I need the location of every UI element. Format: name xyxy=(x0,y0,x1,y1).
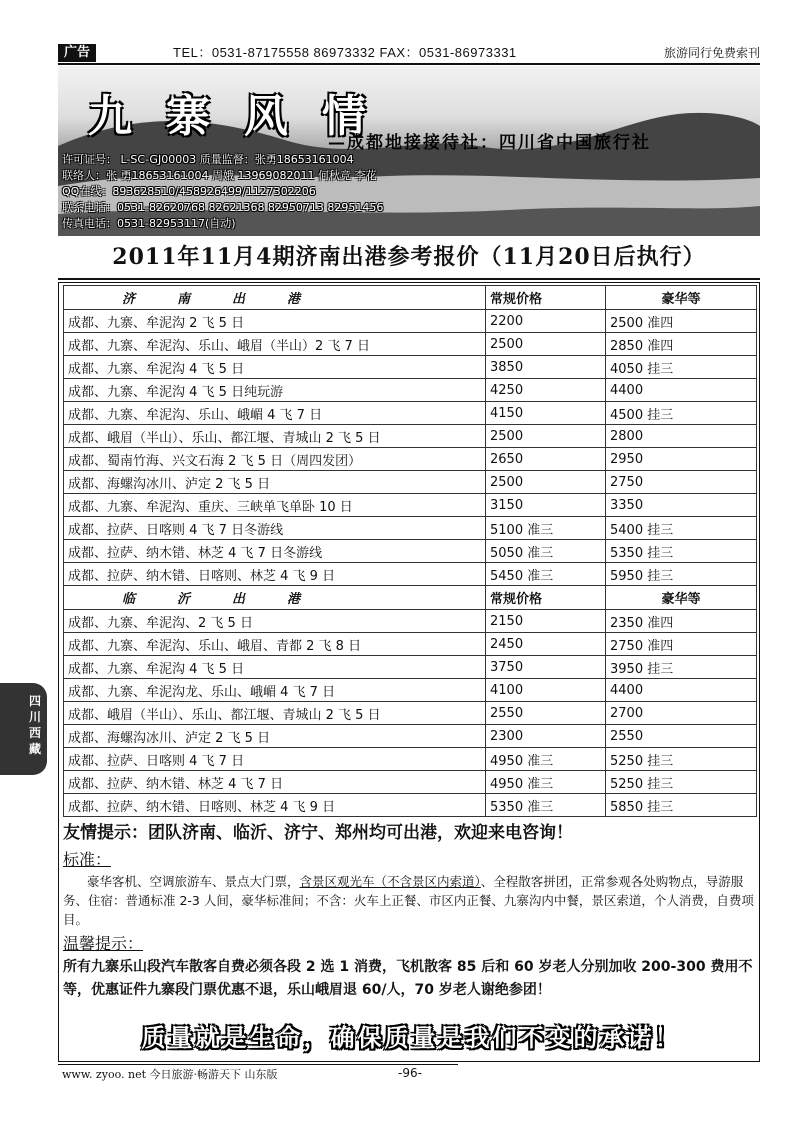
luxury-price-cell: 2850 准四 xyxy=(606,333,757,356)
page-header xyxy=(58,44,760,62)
page-title: 2011年11月4期济南出港参考报价（11月20日后执行） xyxy=(112,244,706,270)
table-header-row xyxy=(64,586,757,610)
header-rule xyxy=(58,63,760,65)
luxury-price-cell: 3350 xyxy=(606,494,757,517)
section-heading-jinan: 济南出港 xyxy=(64,286,486,310)
contact-persons-line: 联络人：张 勇18653161004 周娥 13969082011 何秋竞 李花 xyxy=(62,169,377,182)
col-luxury-price: 豪华等 xyxy=(606,286,757,310)
regular-price-cell: 2500 xyxy=(486,425,606,448)
price-row xyxy=(64,379,757,402)
col-luxury-price: 豪华等 xyxy=(606,586,757,610)
price-row xyxy=(64,517,757,540)
banner-title: 九寨风情 xyxy=(88,91,400,142)
route-cell: 成都、拉萨、纳木错、日喀则、林芝 4 飞 9 日 xyxy=(64,794,486,817)
qq-line: QQ在线：893628510/458926499/1127302206 xyxy=(62,185,316,198)
luxury-price-cell: 5250 挂三 xyxy=(606,748,757,771)
regular-price-cell: 4250 xyxy=(486,379,606,402)
standard-text-c: 、全程散客拼团，正常参观各处购物点，导游服务、住宿：普通标准 2-3 人间，豪华标准间；不含：火车上正餐、市区内正餐、九寨沟内中餐，景区索道，个人消费，自费项目。 xyxy=(63,874,754,927)
route-cell: 成都、峨眉（半山）、乐山、都江堰、青城山 2 飞 5 日 xyxy=(64,702,486,725)
luxury-price-cell: 4050 挂三 xyxy=(606,356,757,379)
friendly-reminder: 友情提示：团队济南、临沂、济宁、郑州均可出港，欢迎来电咨询！ xyxy=(63,823,573,843)
luxury-price-cell: 3950 挂三 xyxy=(606,656,757,679)
region-side-tab-label: 四川西藏 xyxy=(28,694,41,756)
price-row xyxy=(64,471,757,494)
luxury-price-cell: 2700 xyxy=(606,702,757,725)
regular-price-cell: 2500 xyxy=(486,333,606,356)
col-regular-price: 常规价格 xyxy=(486,586,606,610)
luxury-price-cell: 2950 xyxy=(606,448,757,471)
price-row xyxy=(64,402,757,425)
banner-subtitle: —成都地接接待社：四川省中国旅行社 xyxy=(328,133,651,153)
regular-price-cell: 2200 xyxy=(486,310,606,333)
footer-site: www. zyoo. net 今日旅游·畅游天下 山东版 xyxy=(62,1068,278,1081)
route-cell: 成都、九寨、牟泥沟 4 飞 5 日 xyxy=(64,656,486,679)
regular-price-cell: 5100 准三 xyxy=(486,517,606,540)
license-line: 许可证号： L-SC-GJ00003 质量监督：张勇18653161004 xyxy=(62,153,354,166)
ad-tag: 广告 xyxy=(58,44,96,62)
luxury-price-cell: 2750 准四 xyxy=(606,633,757,656)
price-row xyxy=(64,610,757,633)
route-cell: 成都、蜀南竹海、兴文石海 2 飞 5 日（周四发团） xyxy=(64,448,486,471)
luxury-price-cell: 4400 xyxy=(606,379,757,402)
luxury-price-cell: 5250 挂三 xyxy=(606,771,757,794)
regular-price-cell: 4950 准三 xyxy=(486,771,606,794)
luxury-price-cell: 5400 挂三 xyxy=(606,517,757,540)
luxury-price-cell: 4400 xyxy=(606,679,757,702)
luxury-price-cell: 2750 xyxy=(606,471,757,494)
price-row xyxy=(64,494,757,517)
regular-price-cell: 5350 准三 xyxy=(486,794,606,817)
route-cell: 成都、拉萨、纳木错、林芝 4 飞 7 日 xyxy=(64,771,486,794)
route-cell: 成都、九寨、牟泥沟、乐山、峨嵋 4 飞 7 日 xyxy=(64,402,486,425)
route-cell: 成都、九寨、牟泥沟 4 飞 5 日 xyxy=(64,356,486,379)
luxury-price-cell: 5850 挂三 xyxy=(606,794,757,817)
price-row xyxy=(64,656,757,679)
title-rule xyxy=(58,278,760,280)
linyi-price-table xyxy=(63,585,757,817)
standard-text xyxy=(63,872,760,929)
luxury-price-cell: 5350 挂三 xyxy=(606,540,757,563)
route-cell: 成都、九寨、牟泥沟、乐山、峨眉（半山）2 飞 7 日 xyxy=(64,333,486,356)
ad-banner xyxy=(58,66,760,236)
price-row xyxy=(64,702,757,725)
price-row xyxy=(64,333,757,356)
page-number: -96- xyxy=(398,1066,422,1080)
footer-rule xyxy=(58,1064,458,1065)
regular-price-cell: 5450 准三 xyxy=(486,563,606,586)
price-row xyxy=(64,679,757,702)
route-cell: 成都、九寨、牟泥沟、乐山、峨眉、青都 2 飞 8 日 xyxy=(64,633,486,656)
notes-section xyxy=(63,818,760,1002)
route-cell: 成都、海螺沟冰川、泸定 2 飞 5 日 xyxy=(64,471,486,494)
luxury-price-cell: 5950 挂三 xyxy=(606,563,757,586)
regular-price-cell: 2450 xyxy=(486,633,606,656)
regular-price-cell: 2300 xyxy=(486,725,606,748)
price-row xyxy=(64,794,757,817)
fax-line: 传真电话：0531-82953117(自动) xyxy=(62,217,236,230)
price-row xyxy=(64,633,757,656)
regular-price-cell: 2650 xyxy=(486,448,606,471)
price-row xyxy=(64,310,757,333)
luxury-price-cell: 2550 xyxy=(606,725,757,748)
phone-line: 联系电话：0531-82620768 82621368 82950713 82951456 xyxy=(62,201,384,214)
regular-price-cell: 3150 xyxy=(486,494,606,517)
route-cell: 成都、拉萨、日喀则 4 飞 7 日 xyxy=(64,748,486,771)
regular-price-cell: 2550 xyxy=(486,702,606,725)
regular-price-cell: 3850 xyxy=(486,356,606,379)
route-cell: 成都、拉萨、日喀则 4 飞 7 日冬游线 xyxy=(64,517,486,540)
price-row xyxy=(64,356,757,379)
route-cell: 成都、海螺沟冰川、泸定 2 飞 5 日 xyxy=(64,725,486,748)
quality-slogan: 质量就是生命，确保质量是我们不变的承诺！ xyxy=(141,1023,682,1052)
route-cell: 成都、拉萨、纳木错、日喀则、林芝 4 飞 9 日 xyxy=(64,563,486,586)
price-row xyxy=(64,563,757,586)
section-heading-linyi: 临沂出港 xyxy=(64,586,486,610)
route-cell: 成都、九寨、牟泥沟 2 飞 5 日 xyxy=(64,310,486,333)
col-regular-price: 常规价格 xyxy=(486,286,606,310)
luxury-price-cell: 2500 准四 xyxy=(606,310,757,333)
regular-price-cell: 4150 xyxy=(486,402,606,425)
standard-label: 标准： xyxy=(63,850,112,869)
header-magazine-note: 旅游同行免费索刊 xyxy=(663,46,760,60)
price-row xyxy=(64,771,757,794)
route-cell: 成都、九寨、牟泥沟 4 飞 5 日纯玩游 xyxy=(64,379,486,402)
standard-text-b: 含景区观光车（不含景区内索道） xyxy=(299,874,481,889)
standard-text-a: 豪华客机、空调旅游车、景点大门票， xyxy=(87,874,300,889)
regular-price-cell: 2150 xyxy=(486,610,606,633)
route-cell: 成都、峨眉（半山）、乐山、都江堰、青城山 2 飞 5 日 xyxy=(64,425,486,448)
warm-reminder-label: 温馨提示： xyxy=(63,934,144,953)
jinan-price-table xyxy=(63,285,757,586)
price-row xyxy=(64,425,757,448)
luxury-price-cell: 4500 挂三 xyxy=(606,402,757,425)
price-row xyxy=(64,540,757,563)
regular-price-cell: 4950 准三 xyxy=(486,748,606,771)
table-header-row xyxy=(64,286,757,310)
price-row xyxy=(64,448,757,471)
luxury-price-cell: 2800 xyxy=(606,425,757,448)
route-cell: 成都、拉萨、纳木错、林芝 4 飞 7 日冬游线 xyxy=(64,540,486,563)
luxury-price-cell: 2350 准四 xyxy=(606,610,757,633)
regular-price-cell: 3750 xyxy=(486,656,606,679)
route-cell: 成都、九寨、牟泥沟、2 飞 5 日 xyxy=(64,610,486,633)
warm-reminder-text: 所有九寨乐山段汽车散客自费必须各段 2 选 1 消费，飞机散客 85 后和 60 岁老人分别加收 200-300 费用不等，优惠证件九寨段门票优惠不退，乐山峨眉退 60/人，70 岁老人谢绝参团！ xyxy=(63,959,753,998)
price-row xyxy=(64,748,757,771)
regular-price-cell: 2500 xyxy=(486,471,606,494)
regular-price-cell: 5050 准三 xyxy=(486,540,606,563)
header-contact: TEL：0531-87175558 86973332 FAX：0531-86973331 xyxy=(173,45,517,60)
route-cell: 成都、九寨、牟泥沟龙、乐山、峨嵋 4 飞 7 日 xyxy=(64,679,486,702)
route-cell: 成都、九寨、牟泥沟、重庆、三峡单飞单卧 10 日 xyxy=(64,494,486,517)
price-row xyxy=(64,725,757,748)
regular-price-cell: 4100 xyxy=(486,679,606,702)
